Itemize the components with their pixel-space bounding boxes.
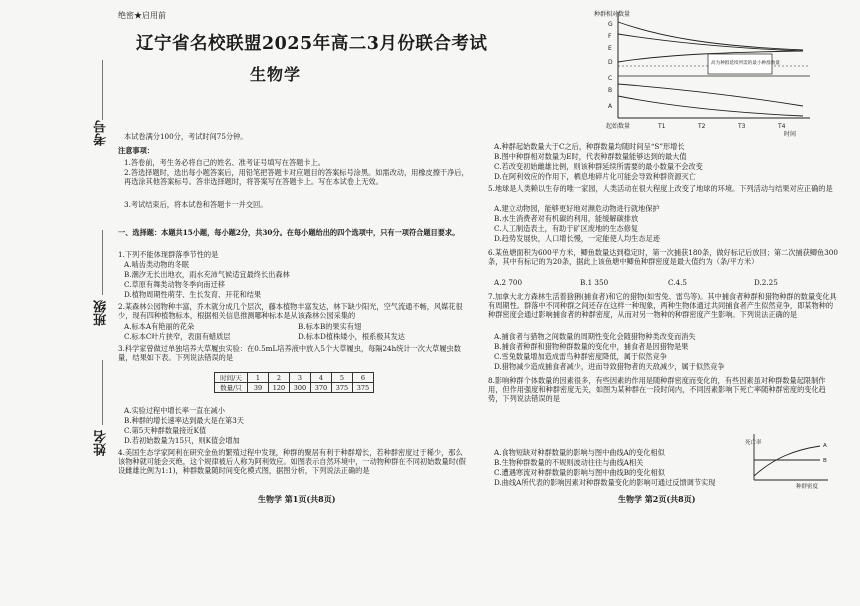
- option: B.种群的增长速率达到最大是在第3天: [124, 416, 244, 425]
- notice-item: 2.答选择题时，选出每小题答案后，用铅笔把答题卡对应题目的答案标号涂黑。如需改动，用橡皮擦干净后，再选涂其他答案标号。答非选择题时，将答案写在答题卡上。写在本试卷上无效。: [124, 168, 469, 186]
- option: D.标本D植株矮小，根系极其发达: [298, 332, 405, 341]
- question-stem: 6.某鱼塘面积为600平方米，鲫鱼数量达到稳定时，第一次捕获180条，做好标记后放回；第二次捕获鲫鱼300条，其中有标记的为20条，据此上该鱼塘中鲫鱼种群密度是最大值约为（条/平方米）: [488, 248, 838, 266]
- exam-title: 辽宁省名校联盟2025年高二3月份联合考试: [136, 34, 488, 54]
- option: D.猎物减少造成捕食者减少，进而导致猎物者的天敌减少，属于似然竞争: [494, 362, 725, 371]
- y-axis-label: 种群相对数量: [594, 11, 631, 18]
- x-axis-label: 种群密度: [796, 484, 819, 490]
- axis-letter-f: F: [608, 33, 612, 40]
- score-line: 本试卷满分100分，考试时间75分钟。: [124, 132, 248, 141]
- figure-note: 高为种群延续所需的最小种群数量: [711, 61, 780, 66]
- table-cell: 300: [290, 383, 311, 393]
- data-table: [214, 372, 374, 393]
- axis-letter-c: C: [608, 75, 613, 82]
- option: C.若改变初始雌雄比例，则该种群延续所需要的最小数量不会改变: [494, 162, 703, 171]
- option: D.曲线A所代表的影响因素对种群数量变化的影响可通过反馈调节实现: [494, 478, 716, 487]
- class-line: [102, 230, 104, 295]
- option: A.标本A有艳丽的花朵: [124, 322, 195, 331]
- option: B.潮汐无长出地衣，雨水充沛气候适宜最终长出森林: [124, 270, 290, 279]
- table-cell: 39: [248, 383, 269, 393]
- subject-title: 生物学: [250, 65, 302, 84]
- option: D.若初始数量为15只，则K值会增加: [124, 436, 240, 445]
- option: C.遭遇寒流对种群数量的影响与图中曲线B的变化相似: [494, 468, 665, 477]
- option: A.实验过程中增长率一直在减小: [124, 406, 225, 415]
- option: B.标本B的果实有翅: [298, 322, 362, 331]
- question-stem: 1.下列不能体现群落季节性的是: [118, 250, 219, 259]
- option: C.雪兔数量增加造成雷鸟种群密度降低，属于似然竞争: [494, 352, 667, 361]
- x-tick: T1: [658, 123, 666, 130]
- option: A.种群起始数量大于C之后，种群数量均随时间呈“S”形增长: [494, 142, 685, 151]
- table-cell: 370: [311, 383, 332, 393]
- axis-letter-g: G: [608, 21, 613, 28]
- curve-b-label: B: [823, 458, 827, 464]
- option: B.生物种群数量的不规则波动往往与曲线A相关: [494, 458, 644, 467]
- mortality-density-figure: [744, 430, 834, 492]
- option: A.啮齿类动物的冬眠: [124, 260, 189, 269]
- x-tick: T4: [778, 123, 786, 130]
- option: B.图中种群相对数量为E时，代表种群数量能够达到的最大值: [494, 152, 687, 161]
- axis-letter-b: B: [608, 87, 613, 94]
- option: B.捕食者种群和猎物种群数量的变化中，捕食者是因猎物是果: [494, 342, 689, 351]
- table-cell: 375: [353, 383, 374, 393]
- question-stem: 4.美国生态学家阿利在研究金鱼的繁殖过程中发现，种群的聚居有利于种群增长，若种群密度过于稀少，那么该物种就可能会灭绝，这个规律被后人称为阿利效应。如图表示自然环境中，一动物种群在不同初始数量时(假设雌雄比例为1:1)，种群数量随时间变化模式图，据图分析，下列说法正确的是: [118, 448, 466, 475]
- table-cell: 2: [269, 373, 290, 383]
- option: D.植物周期性萌芽、生长发育、开花和结果: [124, 290, 262, 299]
- question-stem: 5.地球是人类赖以生存的唯一家园，人类活动在很大程度上改变了地球的环境。下列活动与结果对应正确的是: [488, 184, 833, 193]
- option: C.人工制造表土，有助于矿区废地的生态修复: [494, 224, 639, 233]
- table-cell: 375: [332, 383, 353, 393]
- question-stem: 3.科学家曾做过单独培养大草履虫实验：在0.5mL培养液中放入5个大草履虫，每隔24h统计一次大草履虫数量，结果如下表。下列说法错误的是: [118, 344, 461, 362]
- x-start-label: 起始数量: [606, 123, 631, 130]
- population-curve-figure: [588, 6, 818, 140]
- table-row: [215, 373, 374, 383]
- option: B.1 350: [580, 278, 609, 287]
- axis-letter-a: A: [608, 103, 613, 110]
- option: A.食物短缺对种群数量的影响与图中曲线A的变化相似: [494, 448, 665, 457]
- option: D.在阿利效应的作用下，栖息地碎片化可能会导致种群资源灭亡: [494, 172, 696, 181]
- question-stem: 8.影响种群个体数量的因素很多，有些因素的作用是随种群密度而变化的，有些因素虽对种群数量起限制作用，但作用强度和种群密度无关，如图为某种群在一段时间内，不同因素影响下死亡率随种群密度的变化趋势，下列说法错误的是: [488, 376, 826, 403]
- option: D.2.25: [754, 278, 778, 287]
- page-footer-left: 生物学 第1页(共8页): [258, 494, 336, 504]
- table-cell: 120: [269, 383, 290, 393]
- name-line: [102, 360, 104, 425]
- page-footer-right: 生物学 第2页(共8页): [618, 494, 696, 504]
- secret-mark: 绝密★启用前: [118, 11, 166, 20]
- question-stem: 7.加拿大北方森林生活着猞猁(捕食者)和它的猎物(如雪兔、雷鸟等)。其中捕食者种群和猎物种群的数量变化具有周期性。群落中不同种群之间还存在这样一种现象，两种生物体通过共同捕食者产生似然竞争，即某物种的种群密度会通过影响捕食者的种群密度，从而对另一物种的种群密度产生影响。下列说法正确的是: [488, 292, 837, 319]
- table-cell: 3: [290, 373, 311, 383]
- option: C.标本C叶片狭窄，表面有蜡质层: [124, 332, 231, 341]
- table-header-cell: 数量/只: [215, 383, 248, 393]
- section-heading: 一、选择题：本题共15小题，每小题2分，共30分。在每小题给出的四个选项中，只有一项符合题目要求。: [118, 228, 460, 237]
- binding-sidebar: [0, 0, 112, 606]
- table-cell: 4: [311, 373, 332, 383]
- x-tick: T2: [698, 123, 706, 130]
- table-cell: 6: [353, 373, 374, 383]
- option: A.建立动物园，能够更好地对濒危动物进行就地保护: [494, 204, 660, 213]
- table-cell: 5: [332, 373, 353, 383]
- option: C.第5天种群数量接近K值: [124, 426, 207, 435]
- exam-number-line: [102, 60, 104, 120]
- x-axis-label: 时间: [784, 131, 797, 138]
- table-row: [215, 383, 374, 393]
- x-tick: T3: [738, 123, 746, 130]
- option: B.水生消费者对有机碳的利用，能缓解碳排放: [494, 214, 639, 223]
- axis-letter-e: E: [608, 45, 612, 52]
- axis-letter-d: D: [608, 59, 613, 66]
- table-header-cell: 时间/天: [215, 373, 248, 383]
- option: D.趋势发展快，人口增长慢，一定能使人均生态足迹: [494, 234, 660, 243]
- curve-a-label: A: [823, 443, 827, 449]
- question-stem: 2.某森林公园物种丰富，乔木就分成几个层次，藤本植物丰富发达，林下缺少阳光，空气流通不畅，风媒花很少，现有四种植物标本，根据相关信息推测哪种标本是从该森林公园采集的: [118, 302, 463, 320]
- notice-item: 1.答卷前，考生务必将自己的姓名、准考证号填写在答题卡上。: [124, 158, 325, 167]
- notice-item: 3.考试结束后，将本试卷和答题卡一并交回。: [124, 200, 268, 209]
- exam-number-label: 考号: [94, 120, 109, 146]
- table-cell: 1: [248, 373, 269, 383]
- notice-heading: 注意事项：: [118, 146, 154, 155]
- option: C.草原有舞类动物冬季向南迁移: [124, 280, 225, 289]
- option: A.捕食者与猎物之间数量的周期性变化会随猎物种类改变而消失: [494, 332, 696, 341]
- class-label: 班级: [94, 300, 109, 326]
- name-label: 姓名: [94, 430, 109, 456]
- option: C.4.5: [668, 278, 687, 287]
- y-axis-label: 死亡率: [745, 440, 762, 446]
- option: A.2 700: [494, 278, 523, 287]
